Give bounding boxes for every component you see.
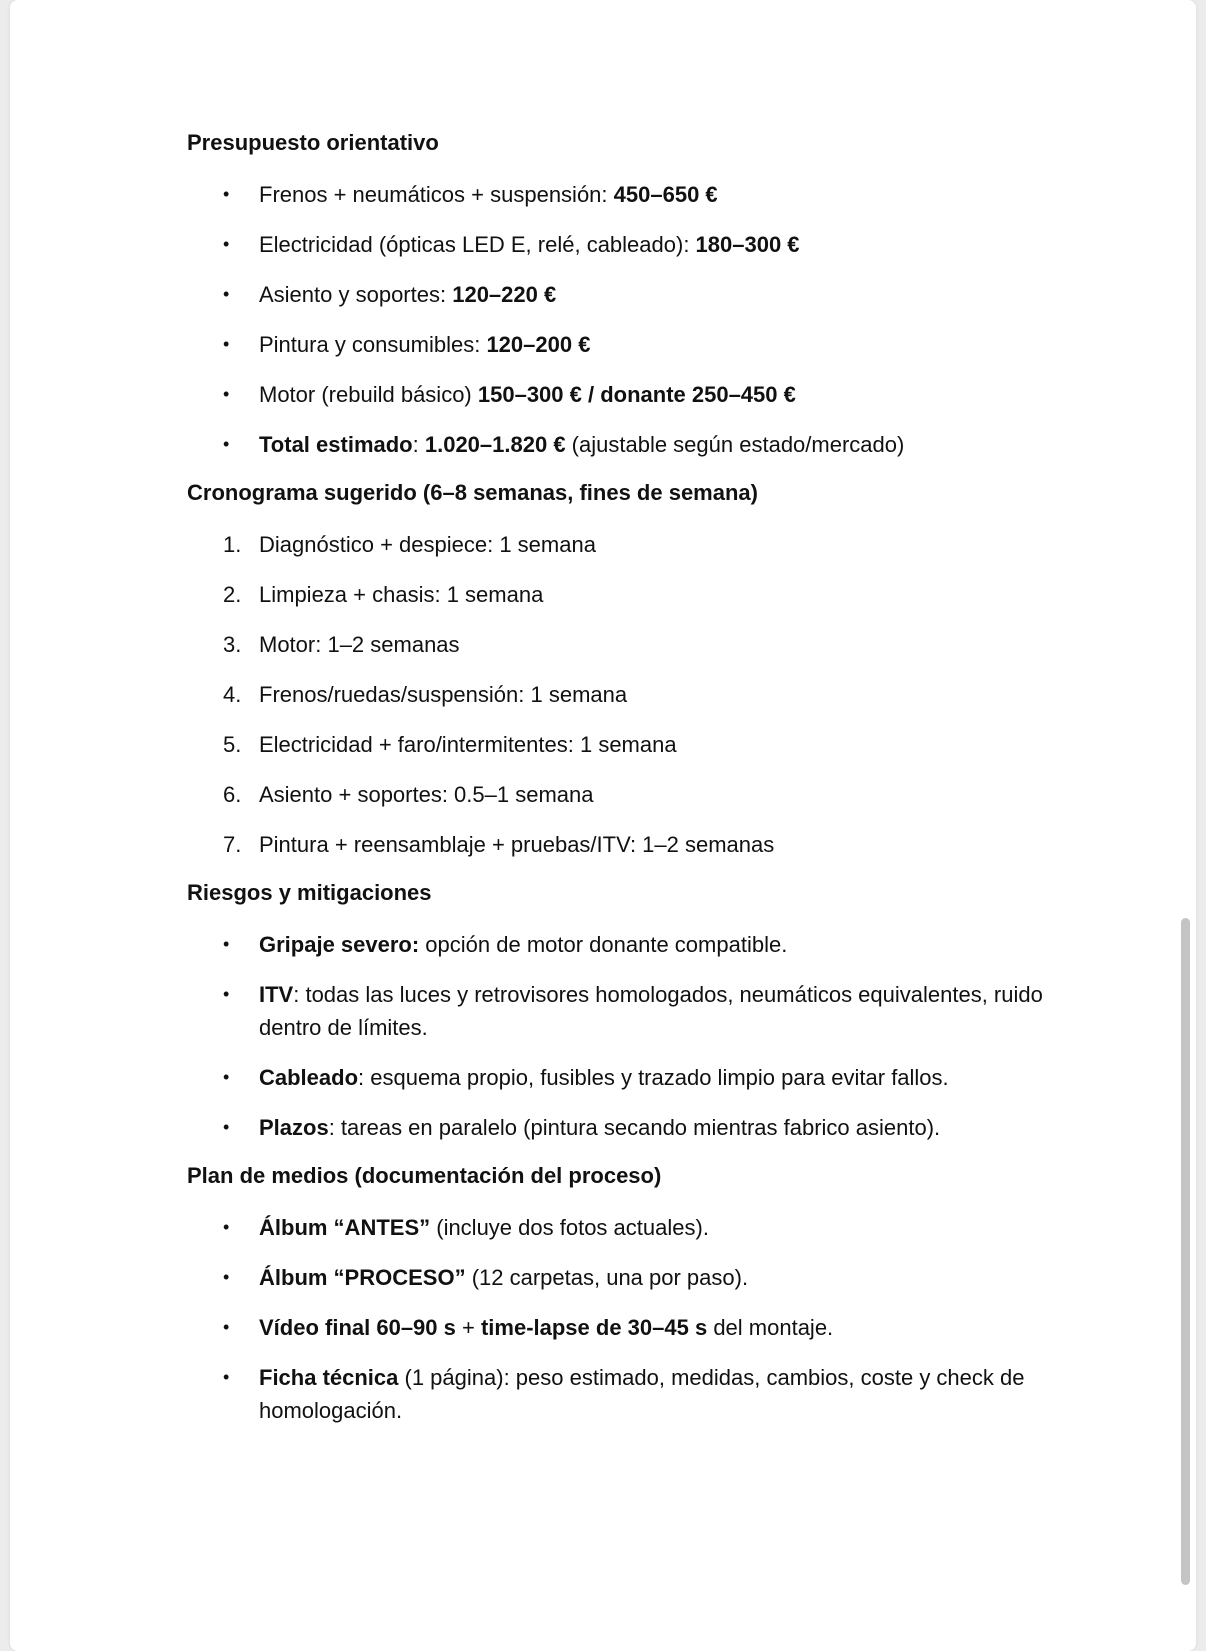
list-item: • Plazos: tareas en paralelo (pintura secando mientras fabrico asiento). <box>187 1111 1047 1144</box>
vertical-scrollbar[interactable] <box>1181 918 1190 1585</box>
list-item: • Álbum “ANTES” (incluye dos fotos actuales). <box>187 1211 1047 1244</box>
bullet-marker: • <box>223 334 230 354</box>
list-item: 2. Limpieza + chasis: 1 semana <box>187 578 1047 611</box>
bullet-marker: • <box>223 934 230 954</box>
bullet-marker: • <box>223 434 230 454</box>
bullet-marker: • <box>223 1117 230 1137</box>
list-item: • Pintura y consumibles: 120–200 € <box>187 328 1047 361</box>
bullet-marker: • <box>223 284 230 304</box>
risks-list <box>187 928 1047 1144</box>
bullet-marker: • <box>223 384 230 404</box>
list-item: • Asiento y soportes: 120–220 € <box>187 278 1047 311</box>
list-item: • Ficha técnica (1 página): peso estimado, medidas, cambios, coste y check de homologación. <box>187 1361 1047 1427</box>
budget-list <box>187 178 1047 461</box>
list-item: • Álbum “PROCESO” (12 carpetas, una por paso). <box>187 1261 1047 1294</box>
media-plan-list <box>187 1211 1047 1427</box>
bullet-marker: • <box>223 1367 230 1387</box>
number-marker: 3. <box>223 632 242 657</box>
bullet-marker: • <box>223 1317 230 1337</box>
list-item: • Vídeo final 60–90 s + time-lapse de 30–45 s del montaje. <box>187 1311 1047 1344</box>
list-item: • Gripaje severo: opción de motor donante compatible. <box>187 928 1047 961</box>
list-item: 5. Electricidad + faro/intermitentes: 1 semana <box>187 728 1047 761</box>
number-marker: 4. <box>223 682 242 707</box>
list-item: • Electricidad (ópticas LED E, relé, cableado): 180–300 € <box>187 228 1047 261</box>
number-marker: 7. <box>223 832 242 857</box>
list-item: • Motor (rebuild básico) 150–300 € / donante 250–450 € <box>187 378 1047 411</box>
bullet-marker: • <box>223 184 230 204</box>
document-content <box>187 128 1047 1444</box>
list-item: 3. Motor: 1–2 semanas <box>187 628 1047 661</box>
list-item: 7. Pintura + reensamblaje + pruebas/ITV: 1–2 semanas <box>187 828 1047 861</box>
schedule-list <box>187 528 1047 861</box>
bullet-marker: • <box>223 1267 230 1287</box>
list-item: 4. Frenos/ruedas/suspensión: 1 semana <box>187 678 1047 711</box>
list-item: • ITV: todas las luces y retrovisores homologados, neumáticos equivalentes, ruido dentro de límites. <box>187 978 1047 1044</box>
bullet-marker: • <box>223 1067 230 1087</box>
list-item: 6. Asiento + soportes: 0.5–1 semana <box>187 778 1047 811</box>
document-page <box>10 0 1196 1651</box>
list-item: • Frenos + neumáticos + suspensión: 450–650 € <box>187 178 1047 211</box>
bullet-marker: • <box>223 984 230 1004</box>
number-marker: 6. <box>223 782 242 807</box>
list-item: • Cableado: esquema propio, fusibles y trazado limpio para evitar fallos. <box>187 1061 1047 1094</box>
number-marker: 5. <box>223 732 242 757</box>
section-heading-medios: Plan de medios (documentación del proceso) <box>187 1163 662 1188</box>
section-heading-cronograma: Cronograma sugerido (6–8 semanas, fines de semana) <box>187 480 758 505</box>
section-heading-riesgos: Riesgos y mitigaciones <box>187 880 432 905</box>
list-item: 1. Diagnóstico + despiece: 1 semana <box>187 528 1047 561</box>
bullet-marker: • <box>223 234 230 254</box>
section-heading-presupuesto: Presupuesto orientativo <box>187 130 439 155</box>
list-item-total: • Total estimado: 1.020–1.820 € (ajustable según estado/mercado) <box>187 428 1047 461</box>
number-marker: 2. <box>223 582 242 607</box>
number-marker: 1. <box>223 532 242 557</box>
bullet-marker: • <box>223 1217 230 1237</box>
